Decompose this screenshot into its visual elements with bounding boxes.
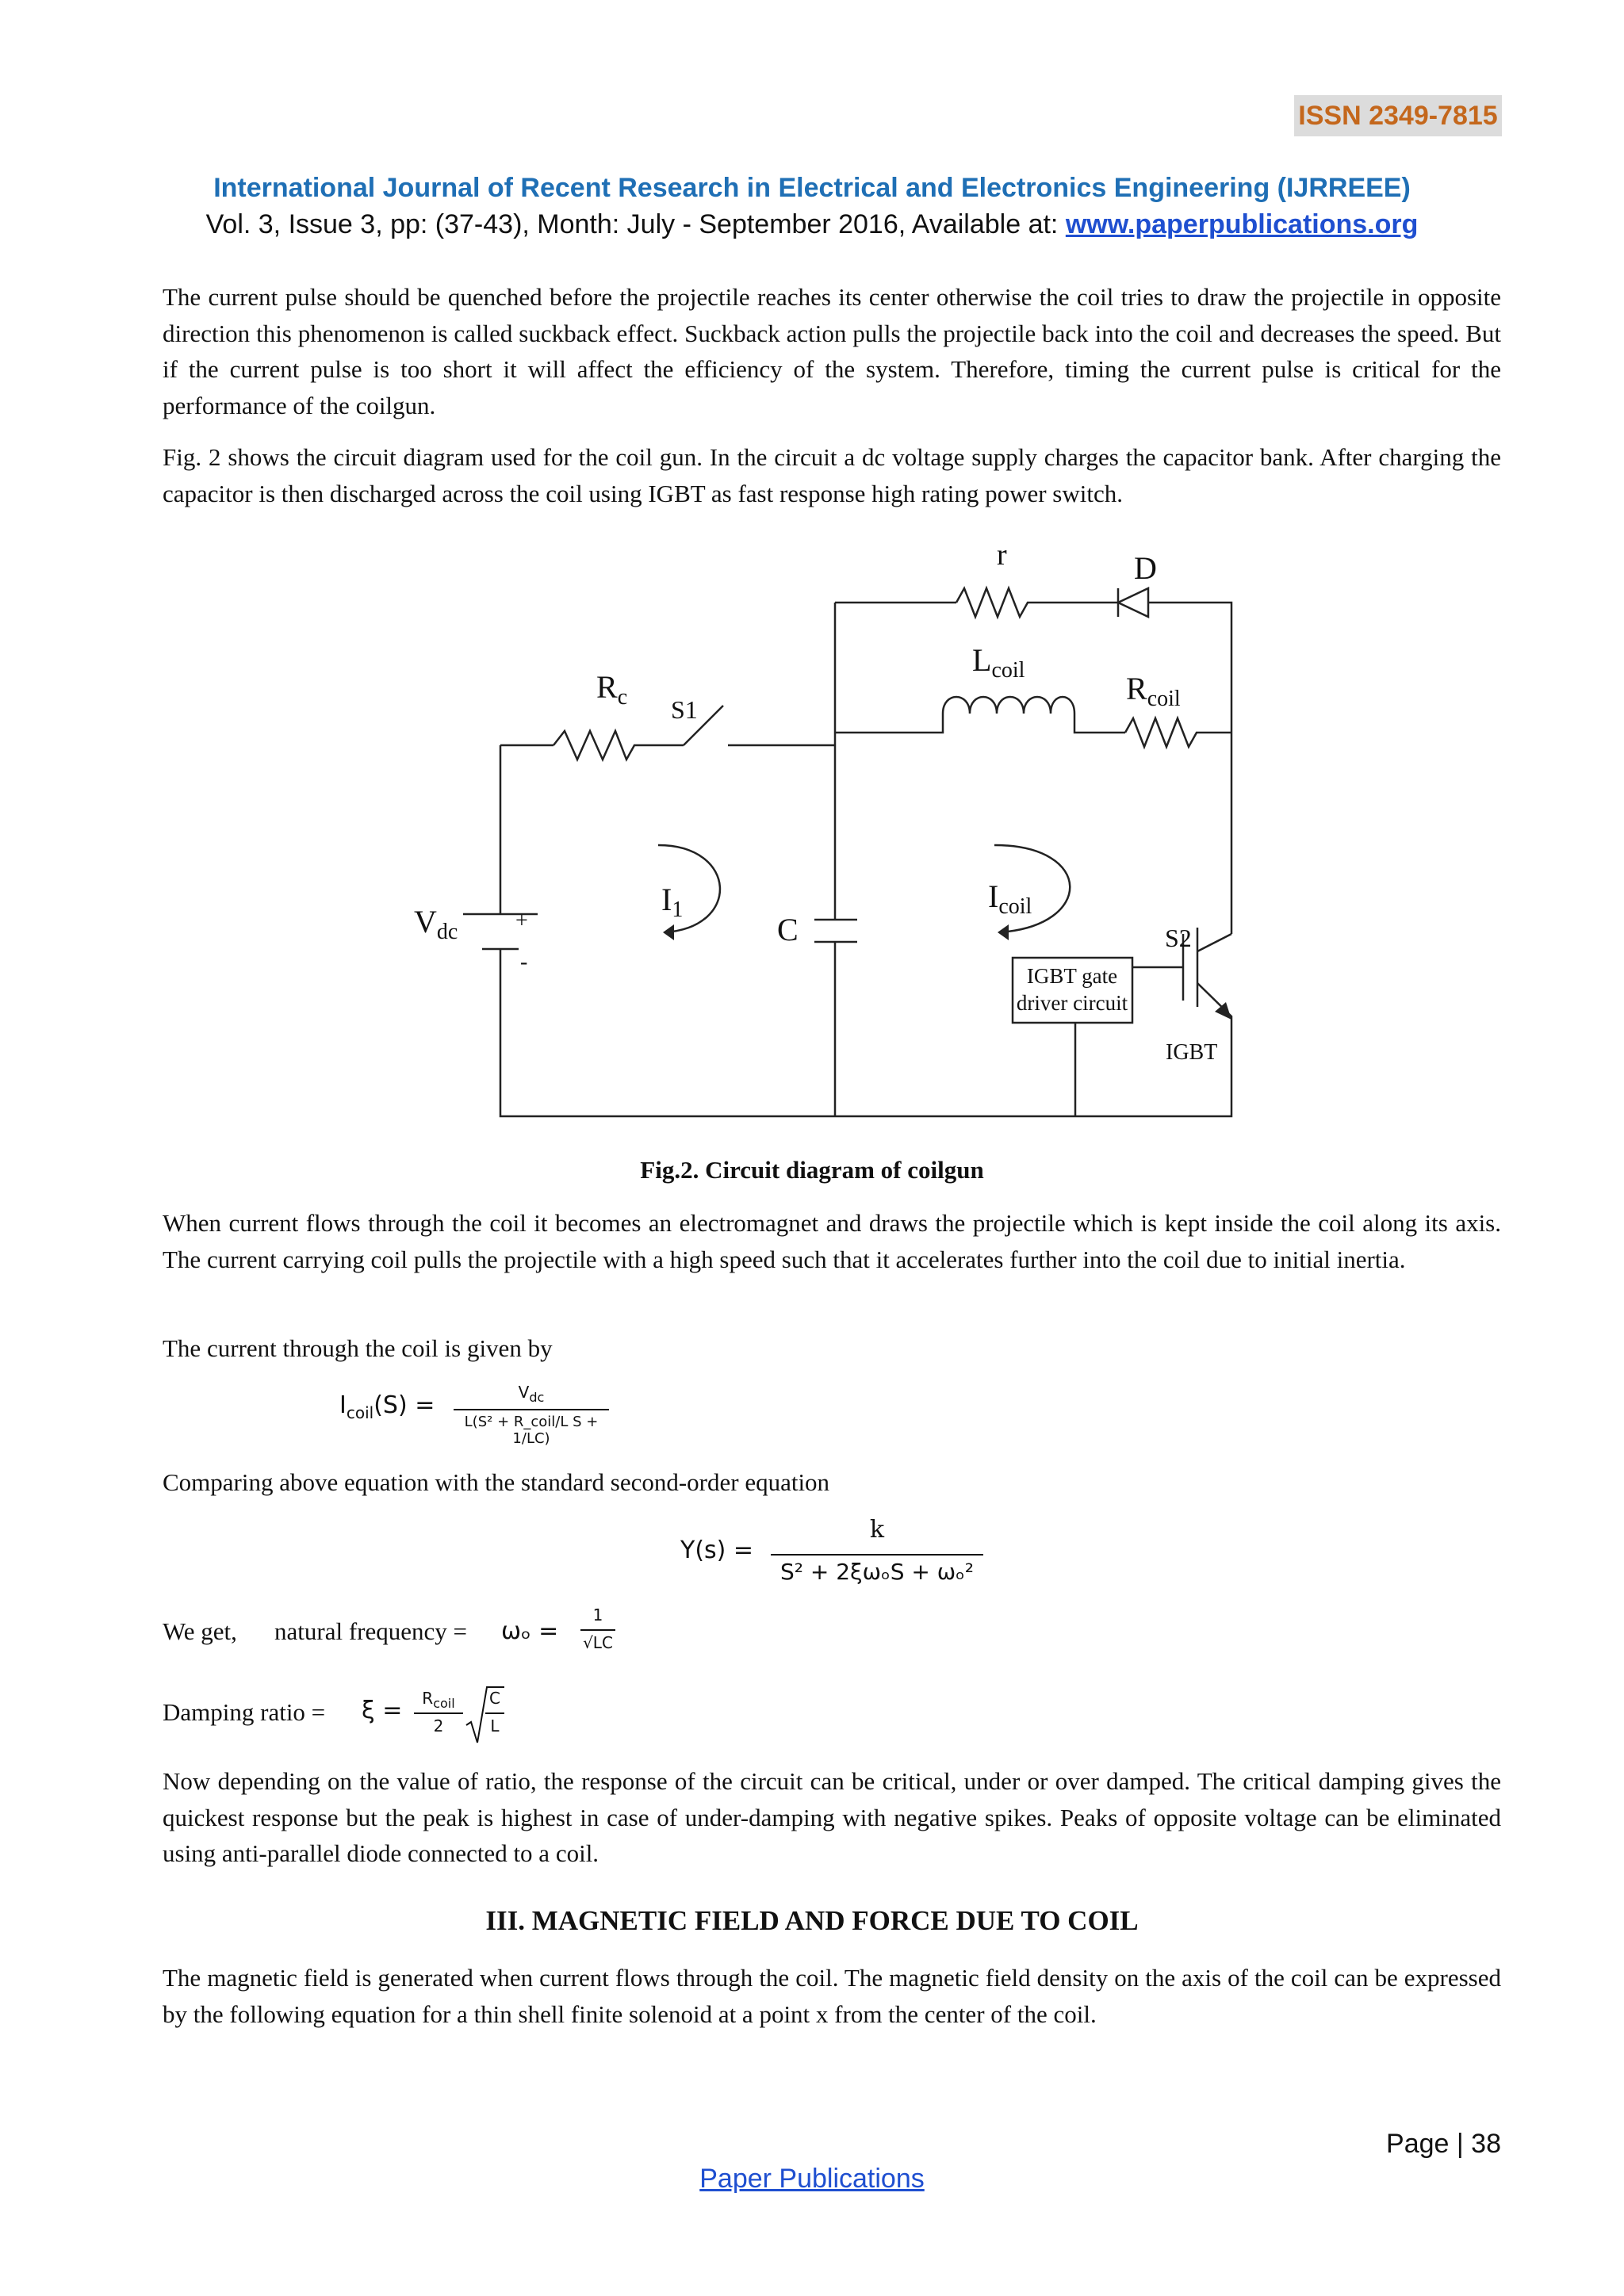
paragraph-damping: Now depending on the value of ratio, the response of the circuit can be critical, under or over damped. The critical damping gives the quickest response but the peak is highest in case of under-damping with negative spikes. Peaks of opposite voltage can be eliminated using anti-parallel diode connected to a coil. <box>163 1767 1501 1867</box>
resistor-rcoil <box>1125 718 1231 747</box>
diode-d <box>1118 588 1148 617</box>
section-heading: III. MAGNETIC FIELD AND FORCE DUE TO COIL <box>485 1905 1139 1936</box>
equation-xi-root-numerator: C <box>489 1689 500 1708</box>
inductor-lcoil <box>943 697 1074 714</box>
publisher-link[interactable]: Paper Publications <box>699 2164 925 2194</box>
label-s2: S2 <box>1165 924 1192 952</box>
igbt-emitter-arrow <box>1215 1002 1231 1020</box>
equation-ys-denominator: S² + 2ξωₒS + ωₒ² <box>779 1559 974 1585</box>
text-natural-frequency: natural frequency = <box>274 1617 467 1645</box>
resistor-r <box>956 588 1118 617</box>
equation-icoil-denominator: L(S² + R_coil/L S + 1/LC) <box>464 1414 599 1447</box>
paragraph-electromagnet: When current flows through the coil it becomes an electromagnet and draws the projectile which is kept inside the coil along its axis. The current carrying coil pulls the projectile with a high speed such that it accelerates further into the coil due to initial inertia. <box>163 1209 1501 1273</box>
label-d: D <box>1134 550 1157 586</box>
journal-info <box>0 209 1624 240</box>
text-we-get: We get, <box>163 1617 237 1645</box>
equation-xi-root-fraction-bar <box>485 1712 504 1714</box>
label-r: r <box>997 538 1007 572</box>
arrow-i1-head <box>663 924 674 940</box>
label-plus: + <box>515 909 528 933</box>
wire-coil-mid <box>1074 714 1125 733</box>
arrow-icoil-head <box>998 924 1009 940</box>
journal-url-link[interactable]: www.paperpublications.org <box>1065 209 1419 239</box>
label-s1: S1 <box>671 695 698 724</box>
figure-caption: Fig.2. Circuit diagram of coilgun <box>640 1156 984 1184</box>
arrow-i1 <box>658 845 720 932</box>
equation-icoil-lhs: $I_{coil}(S)$ = <box>339 1391 435 1422</box>
wire-diode-right <box>1148 603 1231 934</box>
switch-s1 <box>684 706 723 745</box>
arrow-icoil <box>994 845 1070 932</box>
resistor-rc <box>553 731 684 760</box>
label-lcoil: $L_{coil}$ <box>972 642 1025 683</box>
label-vdc: $V_{dc}$ <box>414 904 458 944</box>
equation-ys-numerator: k <box>869 1516 885 1544</box>
paragraph-comparing: Comparing above equation with the standard second-order equation <box>163 1468 830 1496</box>
label-gate-line2: driver circuit <box>1016 991 1128 1015</box>
igbt-collector <box>1197 934 1231 951</box>
paragraph-magnetic-field: The magnetic field is generated when current flows through the coil. The magnetic field density on the axis of the coil can be expressed by the following equation for a thin shell finite solenoid at a point x from the center of the coil. <box>163 1964 1501 2028</box>
equation-xi-denominator: 2 <box>433 1716 444 1735</box>
paragraph-current-intro: The current through the coil is given by <box>163 1334 553 1362</box>
equation-omega-denominator: √LC <box>583 1633 613 1652</box>
label-icoil: $I_{coil}$ <box>988 878 1032 919</box>
equation-xi-numerator: $R_{coil}$ <box>422 1689 455 1711</box>
label-igbt: IGBT <box>1166 1040 1218 1065</box>
label-capacitor: C <box>777 912 799 947</box>
label-minus: - <box>520 950 528 974</box>
gate-driver-box <box>1013 958 1132 1023</box>
wire-coil-left <box>835 714 943 733</box>
paragraph-circuit-intro: Fig. 2 shows the circuit diagram used for the coil gun. In the circuit a dc voltage supply charges the capacitor bank. After charging the capacitor is then discharged across the coil using IGBT as fast response high rating power switch. <box>163 443 1501 507</box>
equation-icoil-fraction-bar <box>454 1409 609 1410</box>
igbt-emitter <box>1197 983 1231 1023</box>
label-gate-line1: IGBT gate <box>1026 964 1118 988</box>
equation-xi-fraction-bar <box>414 1712 463 1714</box>
label-rcoil: $R_{coil}$ <box>1126 671 1181 711</box>
equation-omega-fraction-bar <box>580 1629 615 1631</box>
equation-xi-lhs: ξ = <box>362 1697 403 1724</box>
equation-omega-lhs: ωₒ = <box>501 1617 559 1645</box>
wire-left-bottom <box>500 949 1231 1116</box>
equation-xi-root-denominator: L <box>490 1716 500 1735</box>
equation-ys-lhs: Y(s) = <box>680 1536 754 1564</box>
page-number: Page | 38 <box>1386 2129 1501 2159</box>
text-damping-ratio: Damping ratio = <box>163 1698 326 1726</box>
label-rc: $R_c$ <box>596 669 628 710</box>
journal-title: International Journal of Recent Research in Electrical and Electronics Engineering (IJRREEE) <box>213 173 1411 203</box>
issn-badge: ISSN 2349-7815 <box>1294 95 1502 136</box>
equation-icoil-numerator: $V_{dc}$ <box>518 1383 545 1405</box>
journal-info-text: Vol. 3, Issue 3, pp: (37-43), Month: July - September 2016, Available at: <box>205 209 1066 239</box>
paragraph-suckback: The current pulse should be quenched before the projectile reaches its center otherwise the coil tries to draw the projectile in opposite direction this phenomenon is called suckback effect. Suckback action pulls the projectile back into the coil and decreases the speed. But if the current pulse is too short it will affect the efficiency of the system. Therefore, timing the current pulse is critical for the performance of the coilgun. <box>163 283 1501 419</box>
equation-ys-fraction-bar <box>771 1554 983 1556</box>
equation-omega-numerator: 1 <box>592 1605 603 1624</box>
label-i1: $I_1$ <box>661 882 684 922</box>
